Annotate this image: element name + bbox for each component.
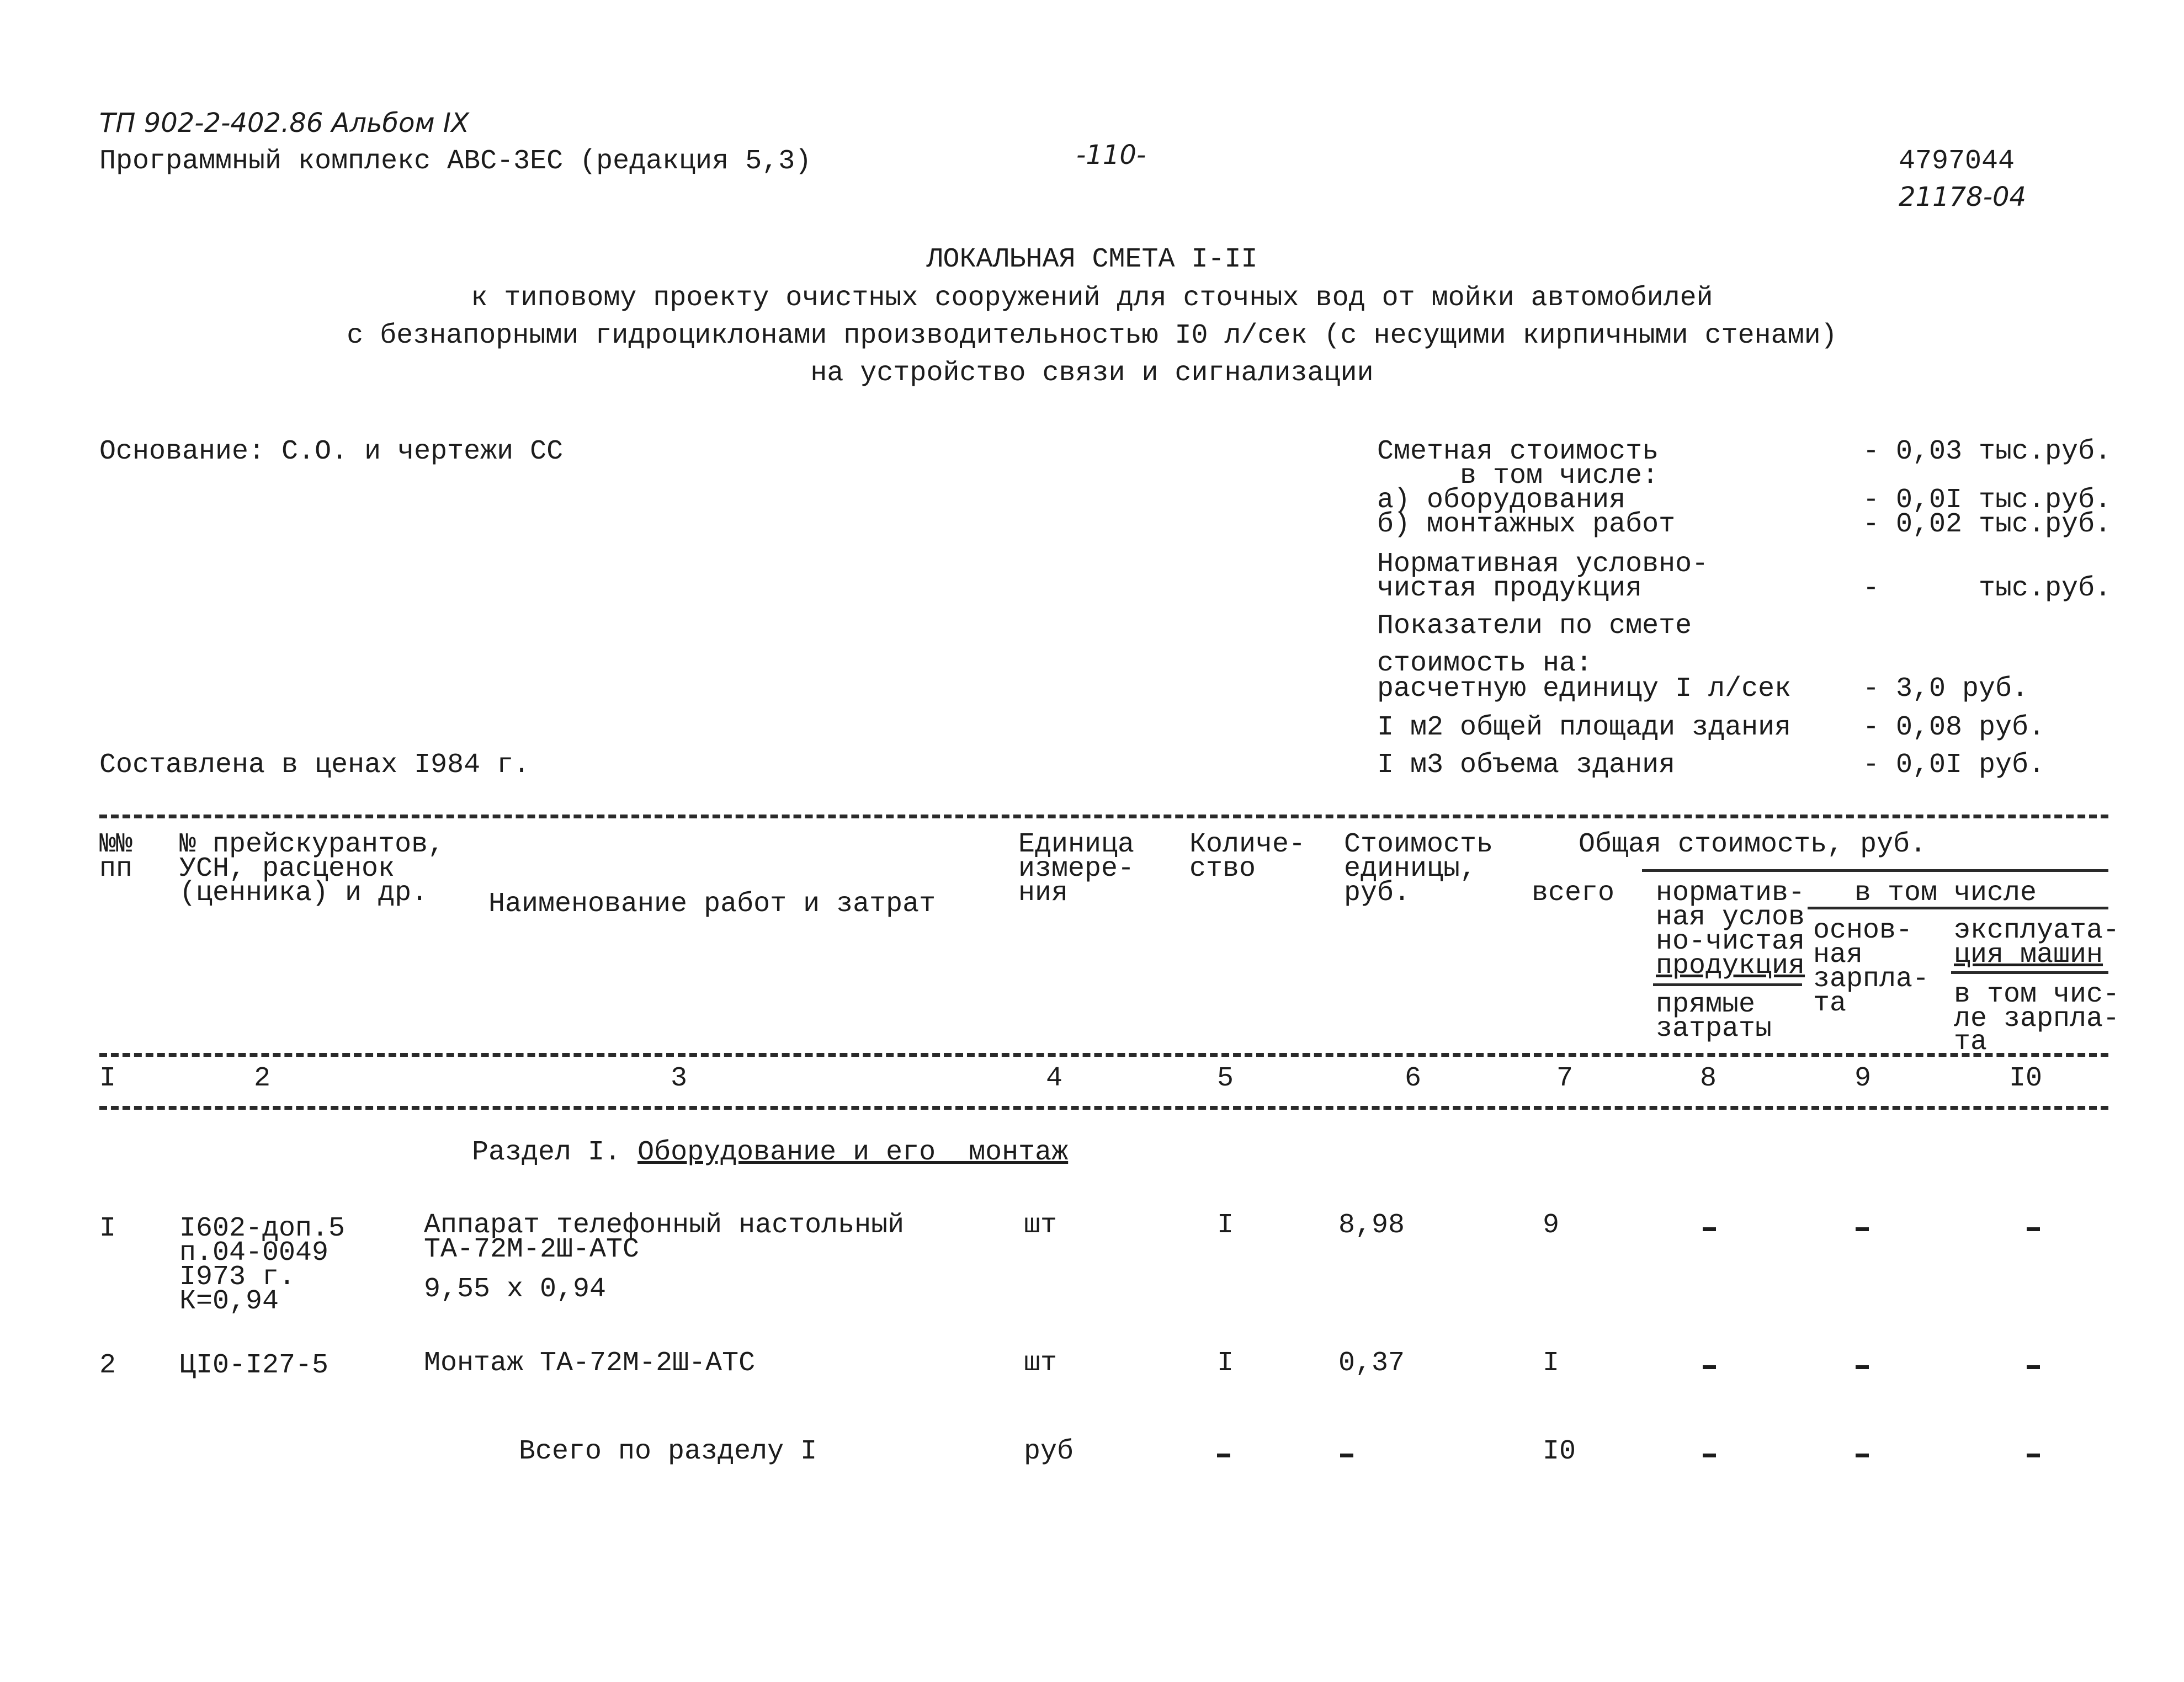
per-m2-label: I м2 общей площади здания (1377, 712, 1792, 743)
column-number: 9 (1854, 1063, 1872, 1094)
empty-dash (1217, 1454, 1230, 1457)
col9-header-c: зарпла- (1813, 964, 1930, 995)
handwritten-code: 21178-04 (1899, 182, 2027, 212)
title-line-3: на устройство связи и сигнализации (810, 358, 1374, 389)
table-top-rule (99, 815, 2108, 818)
col4-header-b: измере- (1018, 853, 1135, 885)
empty-dash (1703, 1365, 1716, 1369)
row-number: 2 (99, 1350, 116, 1381)
row-code-line: I602-доп.5 (179, 1213, 346, 1244)
col9-header-d: та (1813, 988, 1847, 1019)
row-code-line: I973 г. (179, 1262, 296, 1293)
normative-label-2: чистая продукция (1377, 573, 1643, 604)
row-name-line: Аппарат телефонный настольный (424, 1210, 905, 1241)
section-total-label: Всего по разделу I (519, 1436, 817, 1467)
column-number: I0 (2009, 1063, 2043, 1094)
col9-header-a: основ- (1813, 915, 1913, 946)
empty-dash (2027, 1227, 2040, 1231)
col5-header-b: ство (1189, 853, 1256, 885)
col4-header-c: ния (1018, 877, 1069, 909)
total-group-rule (1642, 869, 2108, 872)
row-quantity: I (1217, 1210, 1234, 1241)
row-total: 9 (1543, 1210, 1560, 1241)
column-number: 8 (1700, 1063, 1717, 1094)
col8-header-d: продукция (1656, 950, 1805, 982)
column-number: 3 (671, 1063, 688, 1094)
col8-header-f: затраты (1656, 1013, 1772, 1045)
col8-divider-rule (1653, 983, 1802, 986)
row-quantity: I (1217, 1348, 1234, 1379)
program-name: Программный комплекс АВС-3ЕС (редакция 5,3) (99, 146, 812, 177)
row-unit: шт (1024, 1210, 1058, 1241)
column-number: 5 (1217, 1063, 1234, 1094)
estimated-cost-value: - 0,03 тыс.руб. (1863, 436, 2112, 467)
col2-header-c: (ценника) и др. (179, 877, 428, 909)
section-total-unit: руб (1024, 1436, 1074, 1467)
empty-dash (1703, 1454, 1716, 1457)
per-m3-value: - 0,0I руб. (1863, 749, 2045, 781)
empty-dash (1856, 1365, 1869, 1369)
normative-label-1: Нормативная условно- (1377, 549, 1709, 580)
column-numbers-rule (99, 1106, 2108, 1110)
col1-header-a: №№ (99, 829, 133, 860)
section-title-prefix: Раздел I. (472, 1137, 638, 1168)
section-total-value: I0 (1543, 1436, 1576, 1467)
document-code: 4797044 (1899, 146, 2015, 177)
col10-header-a: эксплуата- (1954, 915, 2120, 946)
col6-header-a: Стоимость (1344, 829, 1494, 860)
col1-header-b: пп (99, 853, 133, 885)
col10-header-e: та (1954, 1026, 1988, 1058)
per-m3-label: I м3 объема здания (1377, 749, 1676, 781)
prices-year: Составлена в ценах I984 г. (99, 749, 530, 781)
installation-value: - 0,02 тыс.руб. (1863, 509, 2112, 540)
normative-value: - тыс.руб. (1863, 573, 2112, 604)
empty-dash (2027, 1454, 2040, 1457)
equipment-value: - 0,0I тыс.руб. (1863, 485, 2112, 516)
indicators-label: Показатели по смете (1377, 610, 1692, 642)
col10-divider-rule (1951, 971, 2108, 974)
per-unit-value: - 3,0 руб. (1863, 673, 2029, 705)
col5-header-a: Количе- (1189, 829, 1306, 860)
page-number: -110- (1076, 140, 1146, 171)
column-number: 2 (254, 1063, 271, 1094)
section-title-name: Оборудование и его монтаж (637, 1137, 1069, 1168)
row-calculation: 9,55 х 0,94 (424, 1274, 607, 1305)
col8-header-e: прямые (1656, 989, 1756, 1020)
col8-header-b: ная услов (1656, 902, 1805, 933)
header-bottom-rule (99, 1053, 2108, 1057)
row-unit-price: 0,37 (1338, 1348, 1405, 1379)
handwritten-album-ref: ТП 902-2-402.86 Альбом IX (99, 108, 469, 139)
col6-header-c: руб. (1344, 877, 1411, 909)
col9-header-b: ная (1813, 939, 1863, 971)
total-group-header: Общая стоимость, руб. (1579, 829, 1927, 860)
col2-header-a: № прейскурантов, (179, 829, 445, 860)
col8-header-c: но-чистая (1656, 926, 1805, 957)
section-title (472, 1137, 1069, 1168)
column-number: 6 (1405, 1063, 1422, 1094)
empty-dash (1340, 1454, 1353, 1457)
col2-header-b: УСН, расценок (179, 853, 395, 885)
row-name-line: Монтаж ТА-72М-2Ш-АТС (424, 1348, 756, 1379)
col10-header-c: в том чис- (1954, 979, 2120, 1010)
per-unit-label: расчетную единицу I л/сек (1377, 673, 1792, 705)
title-line-1: к типовому проекту очистных сооружений для сточных вод от мойки автомобилей (471, 283, 1713, 314)
basis: Основание: С.О. и чертежи СС (99, 436, 564, 467)
col4-header-a: Единица (1018, 829, 1135, 860)
column-number: I (99, 1063, 116, 1094)
per-m2-value: - 0,08 руб. (1863, 712, 2045, 743)
empty-dash (1856, 1454, 1869, 1457)
col10-header-d: ле зарпла- (1954, 1003, 2120, 1035)
row-total: I (1543, 1348, 1560, 1379)
row-unit: шт (1024, 1348, 1058, 1379)
incl-group-header: в том числе (1854, 877, 2037, 909)
installation-label: б) монтажных работ (1377, 509, 1676, 540)
column-number: 4 (1046, 1063, 1063, 1094)
col3-header: Наименование работ и затрат (488, 888, 936, 920)
empty-dash (1856, 1227, 1869, 1231)
title-line-2: с безнапорными гидроциклонами производительностью I0 л/сек (с несущими кирпичными стенами) (347, 320, 1837, 352)
col10-header-b: ция машин (1954, 939, 2103, 971)
including-label: в том числе: (1460, 460, 1659, 492)
column-number: 7 (1556, 1063, 1574, 1094)
col7-header: всего (1532, 877, 1615, 909)
col8-header-a: норматив- (1656, 877, 1805, 909)
row-code-line: п.04-0049 (179, 1237, 329, 1269)
cost-per-label: стоимость на: (1377, 648, 1593, 679)
equipment-label: а) оборудования (1377, 485, 1626, 516)
row-unit-price: 8,98 (1338, 1210, 1405, 1241)
empty-dash (2027, 1365, 2040, 1369)
estimate-title: ЛОКАЛЬНАЯ СМЕТА I-II (926, 244, 1258, 275)
row-code-line: К=0,94 (179, 1286, 279, 1317)
col6-header-b: единицы, (1344, 853, 1477, 885)
row-name-line: ТА-72М-2Ш-АТС (424, 1234, 640, 1265)
estimated-cost-label: Сметная стоимость (1377, 436, 1659, 467)
row-number: I (99, 1213, 116, 1244)
row-code-line: ЦI0-I27-5 (179, 1350, 329, 1381)
empty-dash (1703, 1227, 1716, 1231)
